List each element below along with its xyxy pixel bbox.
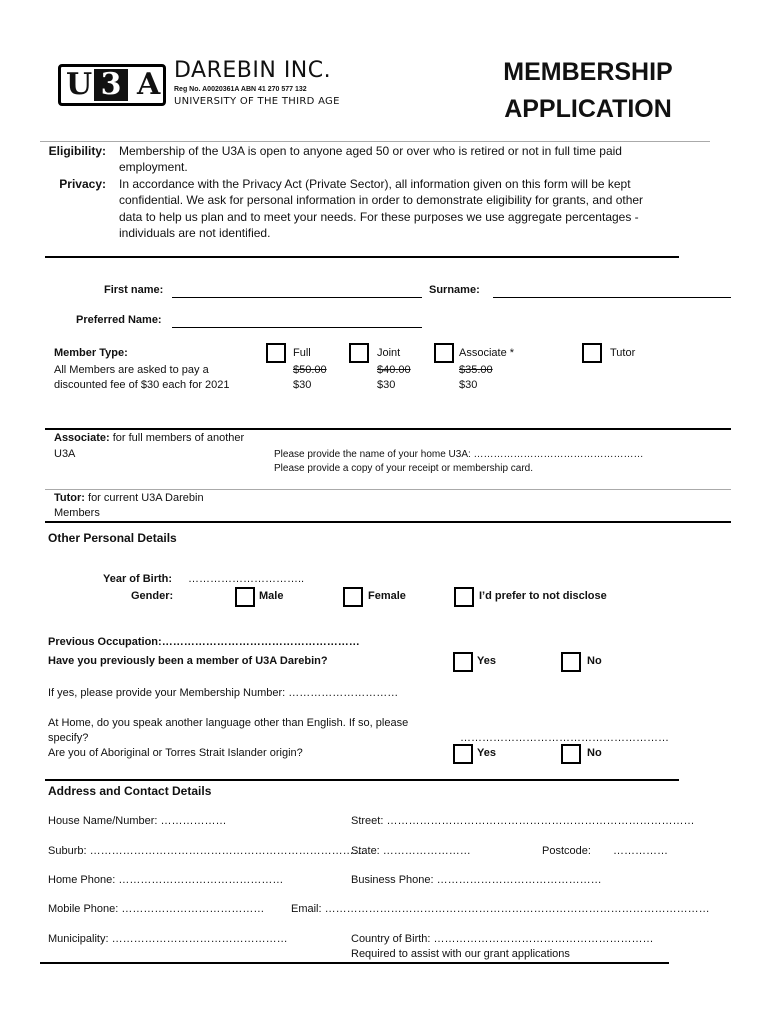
joint-member-label: Joint (377, 347, 401, 359)
tutor-member-label: Tutor (610, 347, 636, 359)
associate-definition-line2: U3A (54, 448, 76, 460)
logo-letter-a: A (137, 67, 161, 102)
associate-member-checkbox[interactable] (434, 343, 454, 363)
previous-member-no-checkbox[interactable] (561, 652, 581, 672)
grant-note: Required to assist with our grant applications (351, 948, 570, 960)
male-checkbox[interactable] (235, 587, 255, 607)
language-field[interactable]: ………………………………………………… (460, 732, 669, 744)
tutor-member-checkbox[interactable] (582, 343, 602, 363)
associate-member-label: Associate * (459, 347, 515, 359)
privacy-text-line3: data to help us plan and to meet your needs. For these purposes we use aggregate percentages - (119, 210, 639, 224)
personal-divider (45, 521, 731, 523)
privacy-text-line4: individuals are not identified. (119, 226, 271, 240)
footer-divider (40, 962, 669, 964)
form-title-line2: APPLICATION (504, 95, 672, 123)
female-label: Female (368, 590, 406, 602)
address-divider (45, 779, 679, 781)
organisation-tagline: UNIVERSITY OF THE THIRD AGE (174, 96, 340, 107)
no-disclose-label: I’d prefer to not disclose (479, 590, 607, 602)
joint-member-checkbox[interactable] (349, 343, 369, 363)
address-heading: Address and Contact Details (48, 784, 212, 798)
state-field[interactable]: State: …………………… (351, 845, 471, 857)
home-u3a-field[interactable]: Please provide the name of your home U3A: …………………………………………… (274, 449, 644, 460)
associate-definition-rest: for full members of another (109, 432, 245, 444)
associate-member-new-price: $30 (459, 379, 478, 391)
receipt-instruction: Please provide a copy of your receipt or membership card. (274, 463, 534, 474)
aboriginal-question: Are you of Aboriginal or Torres Strait Islander origin? (48, 747, 303, 759)
first-name-field[interactable] (172, 297, 422, 298)
associate-divider (45, 428, 731, 430)
associate-definition-bold: Associate: (54, 432, 110, 444)
eligibility-text-line2: employment. (119, 160, 188, 174)
street-field[interactable]: Street: ………………………………………………………………………… (351, 815, 695, 827)
eligibility-text-line1: Membership of the U3A is open to anyone aged 50 or over who is retired or not in full time paid (119, 144, 622, 158)
home-phone-field[interactable]: Home Phone: ……………………………………… (48, 874, 284, 886)
male-label: Male (259, 590, 284, 602)
logo-number-three: 3 (94, 69, 128, 101)
privacy-text-line1: In accordance with the Privacy Act (Private Sector), all information given on this form will be kept (119, 177, 631, 191)
business-phone-field[interactable]: Business Phone: ……………………………………… (351, 874, 602, 886)
full-member-old-price: $50.00 (293, 364, 327, 376)
previous-member-no-label: No (587, 655, 602, 667)
previous-member-yes-label: Yes (477, 655, 496, 667)
previous-member-yes-checkbox[interactable] (453, 652, 473, 672)
aboriginal-no-label: No (587, 747, 602, 759)
membership-number-field[interactable]: If yes, please provide your Membership Number: ………………………… (48, 687, 399, 699)
language-question-line2: specify? (48, 732, 89, 744)
u3a-logo (58, 64, 166, 106)
privacy-label: Privacy: (59, 177, 106, 191)
aboriginal-no-checkbox[interactable] (561, 744, 581, 764)
municipality-field[interactable]: Municipality: ………………………………………… (48, 933, 288, 945)
personal-details-heading: Other Personal Details (48, 531, 177, 545)
first-name-label: First name: (104, 284, 164, 296)
previous-occupation-field[interactable]: Previous Occupation:……………………………………………… (48, 636, 360, 648)
postcode-field[interactable]: …………… (613, 845, 668, 857)
preferred-name-label: Preferred Name: (76, 314, 162, 326)
house-number-field[interactable]: House Name/Number: ……………… (48, 815, 227, 827)
header-divider (40, 141, 710, 142)
logo-letter-u: U (66, 67, 93, 102)
mobile-phone-field[interactable]: Mobile Phone: ………………………………… (48, 903, 265, 915)
intro-divider (45, 256, 679, 258)
joint-member-old-price: $40.00 (377, 364, 411, 376)
year-of-birth-label: Year of Birth: (103, 573, 173, 585)
organisation-name: DAREBIN INC. (174, 58, 332, 83)
no-disclose-checkbox[interactable] (454, 587, 474, 607)
tutor-definition-line2: Members (54, 507, 100, 519)
associate-member-old-price: $35.00 (459, 364, 493, 376)
member-fee-note-line1: All Members are asked to pay a (54, 364, 209, 376)
female-checkbox[interactable] (343, 587, 363, 607)
member-fee-note-line2: discounted fee of $30 each for 2021 (54, 379, 230, 391)
gender-label: Gender: (131, 590, 174, 602)
full-member-label: Full (293, 347, 311, 359)
registration-line: Reg No. A0020361A ABN 41 270 577 132 (174, 86, 307, 93)
surname-label: Surname: (429, 284, 480, 296)
tutor-definition-bold: Tutor: (54, 492, 85, 504)
tutor-definition-line1 (54, 491, 204, 506)
full-member-checkbox[interactable] (266, 343, 286, 363)
previous-member-question: Have you previously been a member of U3A Darebin? (48, 655, 328, 667)
suburb-field[interactable]: Suburb: ………………………………………………………………… (48, 845, 365, 857)
preferred-name-field[interactable] (172, 327, 422, 328)
member-type-label: Member Type: (54, 347, 128, 359)
postcode-label: Postcode: (542, 845, 591, 857)
full-member-new-price: $30 (293, 379, 312, 391)
eligibility-label: Eligibility: (48, 144, 106, 158)
aboriginal-yes-checkbox[interactable] (453, 744, 473, 764)
form-title-line1: MEMBERSHIP (503, 58, 673, 86)
country-of-birth-field[interactable]: Country of Birth: …………………………………………………… (351, 933, 654, 945)
year-of-birth-field[interactable]: ………………………….. (188, 573, 305, 585)
associate-definition-line1 (54, 431, 244, 446)
language-question-line1: At Home, do you speak another language other than English. If so, please (48, 717, 409, 729)
email-field[interactable]: Email: …………………………………………………………………………………………… (291, 903, 710, 915)
joint-member-new-price: $30 (377, 379, 396, 391)
aboriginal-yes-label: Yes (477, 747, 496, 759)
surname-field[interactable] (493, 297, 731, 298)
tutor-divider (45, 489, 731, 490)
tutor-definition-rest: for current U3A Darebin (84, 492, 204, 504)
privacy-text-line2: confidential. We ask for personal information in order to demonstrate eligibility for grants, and other (119, 193, 644, 207)
